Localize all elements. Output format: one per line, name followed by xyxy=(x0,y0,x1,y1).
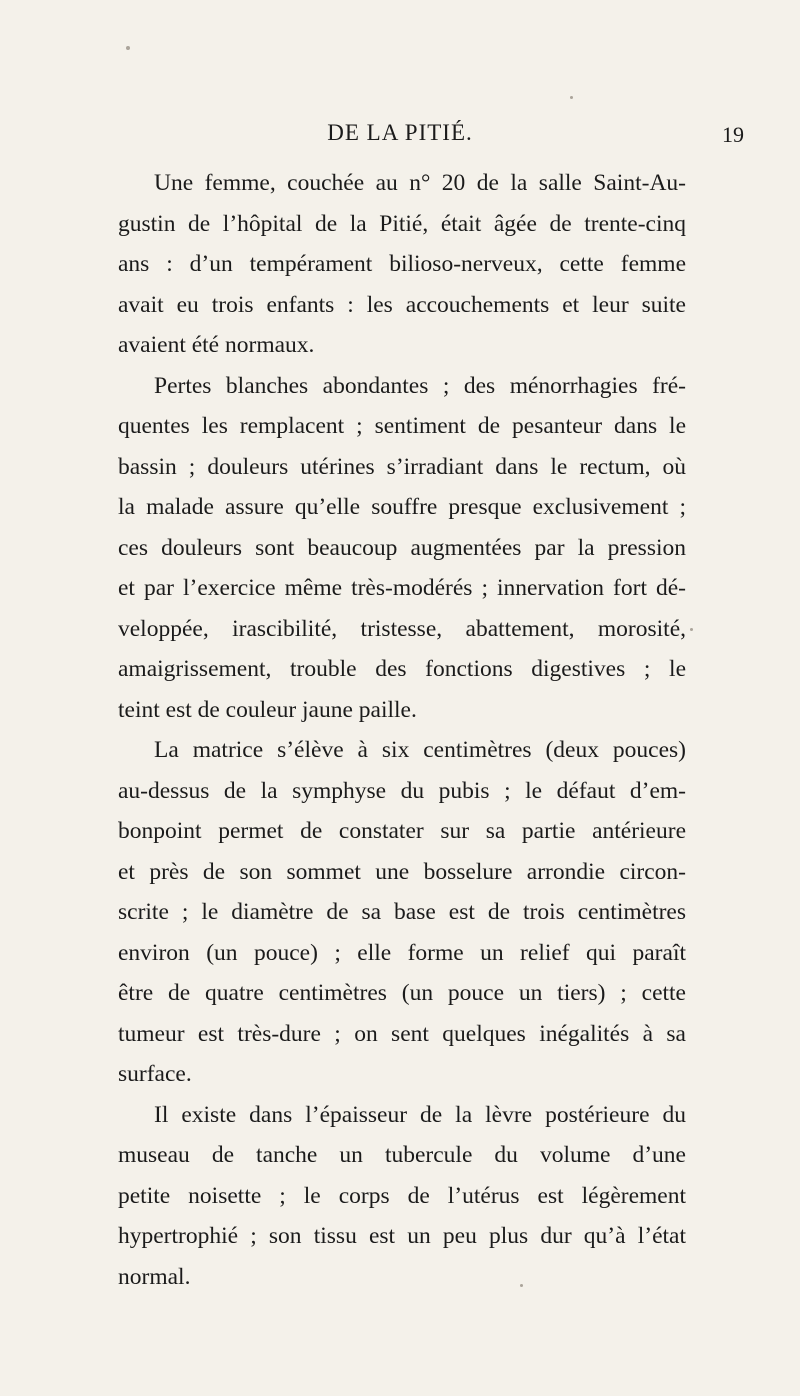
text-line: bassin ; douleurs utérines s’irradiant dans le rectum, où xyxy=(118,453,686,480)
text-line: museau de tanche un tubercule du volume d’une xyxy=(118,1142,686,1168)
text-line: surface. xyxy=(118,1061,192,1087)
paper-speck xyxy=(126,46,130,50)
text-line: hypertrophié ; son tissu est un peu plus dur qu’à l’état xyxy=(118,1223,686,1249)
text-line: tumeur est très-dure ; on sent quelques inégalités à sa xyxy=(118,1020,686,1047)
text-line: et près de son sommet une bosselure arrondie circon- xyxy=(118,858,686,885)
running-head: DE LA PITIÉ. xyxy=(327,120,473,145)
text-line: bonpoint permet de constater sur sa partie antérieure xyxy=(118,818,686,844)
text-line: ans : d’un tempérament bilioso-nerveux, cette femme xyxy=(118,251,686,277)
text-line: au-dessus de la symphyse du pubis ; le défaut d’em- xyxy=(118,777,686,804)
paper-speck xyxy=(690,628,693,631)
text-line: avait eu trois enfants : les accouchements et leur suite xyxy=(118,291,686,318)
text-line: Pertes blanches abondantes ; des ménorrhagies fré- xyxy=(154,372,686,399)
text-line: scrite ; le diamètre de sa base est de trois centimètres xyxy=(118,899,686,925)
paper-speck xyxy=(570,96,573,99)
text-line: environ (un pouce) ; elle forme un relief qui paraît xyxy=(118,939,686,966)
text-line: gustin de l’hôpital de la Pitié, était âgée de trente-cinq xyxy=(118,210,686,237)
text-line: quentes les remplacent ; sentiment de pesanteur dans le xyxy=(118,413,686,439)
text-line: avaient été normaux. xyxy=(118,332,315,358)
text-line: Une femme, couchée au n° 20 de la salle Saint-Au- xyxy=(154,170,686,196)
text-line: la malade assure qu’elle souffre presque exclusivement ; xyxy=(118,494,686,520)
text-line: amaigrissement, trouble des fonctions digestives ; le xyxy=(118,656,686,682)
text-line: La matrice s’élève à six centimètres (deux pouces) xyxy=(154,737,686,763)
text-line: normal. xyxy=(118,1263,191,1290)
text-line: ces douleurs sont beaucoup augmentées par la pression xyxy=(118,534,686,561)
paper-speck xyxy=(520,1284,523,1287)
page-header xyxy=(0,118,800,152)
text-line: être de quatre centimètres (un pouce un tiers) ; cette xyxy=(118,980,686,1006)
text-line: Il existe dans l’épaisseur de la lèvre postérieure du xyxy=(154,1101,686,1128)
page-number: 19 xyxy=(722,122,744,147)
text-line: veloppée, irascibilité, tristesse, abattement, morosité, xyxy=(118,615,686,642)
text-line: petite noisette ; le corps de l’utérus est légèrement xyxy=(118,1182,686,1209)
body-text xyxy=(118,163,686,1297)
text-line: et par l’exercice même très-modérés ; innervation fort dé- xyxy=(118,575,686,601)
text-line: teint est de couleur jaune paille. xyxy=(118,696,417,723)
